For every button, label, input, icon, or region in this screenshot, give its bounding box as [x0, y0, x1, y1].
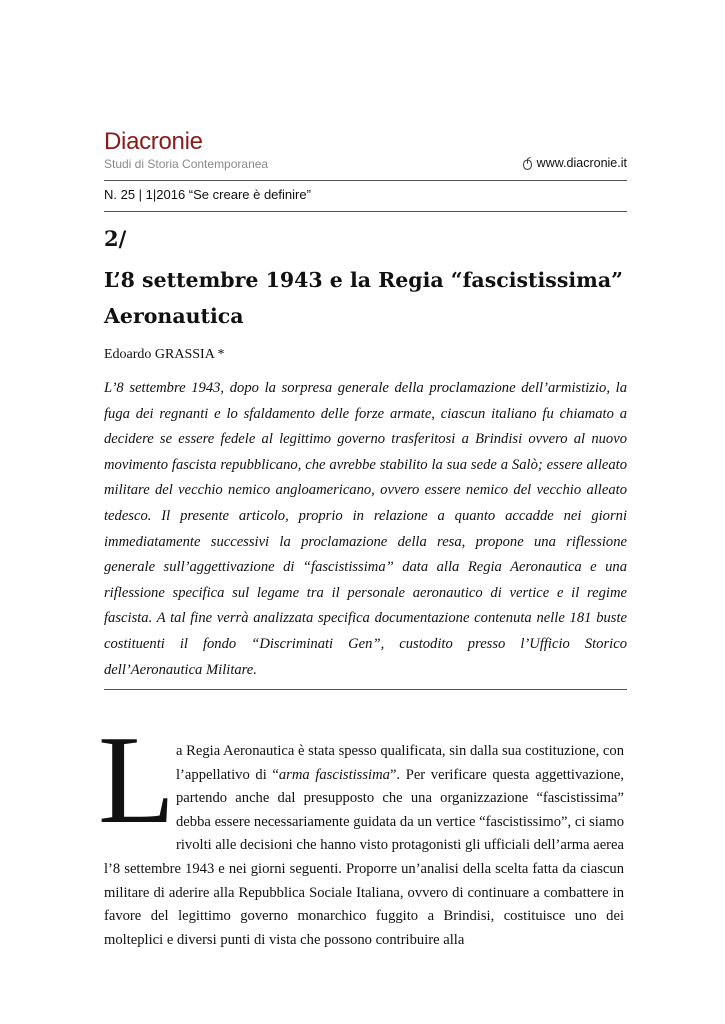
body-text-start: a Regia Aeronautica è stata spesso qualificata, sin dalla sua costituzione, con l’appellativo di “ — [176, 743, 624, 783]
website-link[interactable] — [523, 156, 627, 170]
issue-info: N. 25 | 1|2016 “Se creare è definire” — [104, 187, 311, 202]
article-author: Edoardo GRASSIA * — [104, 347, 225, 362]
issue-divider — [104, 211, 627, 212]
website-url[interactable]: www.diacronie.it — [536, 156, 627, 170]
article-body — [104, 740, 624, 952]
journal-title: Diacronie — [104, 128, 203, 155]
article-abstract: L’8 settembre 1943, dopo la sorpresa generale della proclamazione dell’armistizio, la fuga dei regnanti e lo sfaldamento delle forze armate, ciascun italiano fu chiamato a decidere se essere fedele al legittimo governo trasferitosi a Brindisi ovvero al nuovo movimento fascista repubblicano, che avrebbe stabilito la sua sede a Salò; essere alleato militare del vecchio nemico angloamericano, ovvero essere nemico del vecchio alleato tedesco. Il presente articolo, proprio in relazione a quanto accadde nei giorni immediatamente successivi la proclamazione della resa, propone una riflessione generale sull’aggettivazione di “fascistissima” data alla Regia Aeronautica e una riflessione specifica sul legame tra il personale aeronautico di vertice e il regime fascista. A tal fine verrà analizzata specifica documentazione contenuta nelle 181 buste costituenti il fondo “Discriminati Gen”, custodito presso l’Ufficio Storico dell’Aeronautica Militare. — [104, 380, 627, 678]
drop-cap-spacer — [104, 740, 176, 852]
article-number: 2/ — [104, 226, 127, 251]
abstract-divider — [104, 689, 627, 690]
header-divider — [104, 180, 627, 181]
body-text-rest: ”. Per verificare questa aggettivazione, partendo anche dal presupposto che una organizzazione “fascistissima” debba essere necessariamente guidata da un vertice “fascistissimo”, ci siamo rivolti alle decisioni che hanno visto protagonisti gli ufficiali dell’arma aerea l’8 settembre 1943 e nei giorni seguenti. Proporre un’analisi della scelta fatta da ciascun militare di aderire alla Repubblica Sociale Italiana, ovvero di continuare a combattere in favore del legittimo governo monarchico fuggito a Brindisi, costituisce uno dei molteplici e diversi punti di vista che possono contribuire alla — [104, 766, 624, 948]
article-title: L’8 settembre 1943 e la Regia “fascistissima” Aeronautica — [104, 268, 623, 328]
journal-subtitle: Studi di Storia Contemporanea — [104, 157, 269, 171]
mouse-icon — [523, 157, 532, 170]
body-text-emphasis: arma fascistissima — [278, 766, 390, 783]
drop-cap: L — [98, 711, 175, 850]
